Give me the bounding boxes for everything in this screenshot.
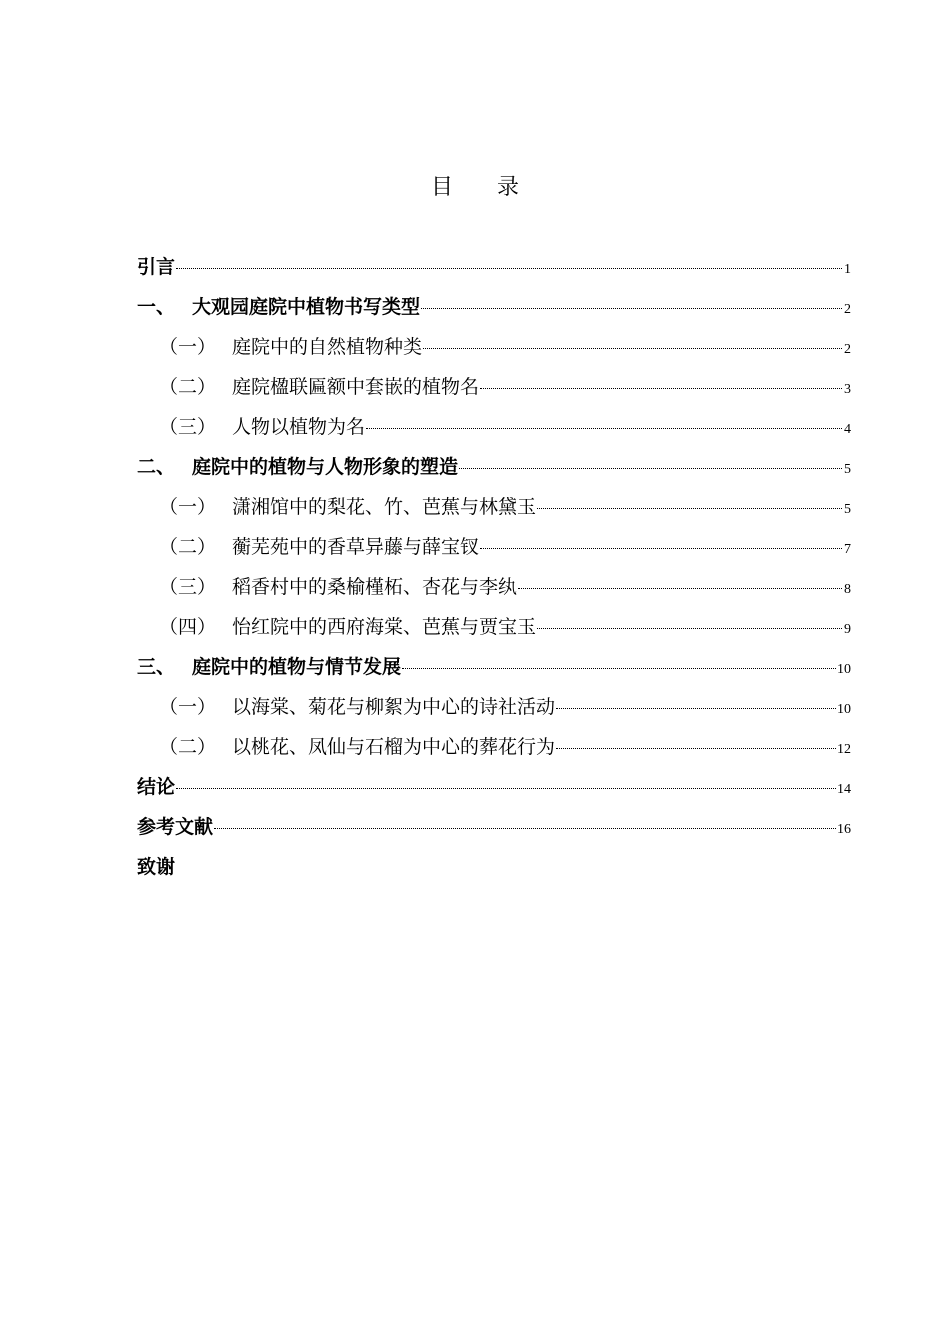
toc-dot-leader: [402, 668, 836, 669]
toc-entry-text: 致谢: [137, 856, 176, 878]
toc-entry-label: [137, 810, 213, 844]
toc-entry-page-number: 10: [837, 702, 851, 717]
toc-entry[interactable]: [137, 250, 851, 290]
toc-entry-text: 怡红院中的西府海棠、芭蕉与贾宝玉: [232, 616, 537, 638]
toc-entry-page-number: 3: [844, 382, 851, 397]
toc-entry-text: 庭院中的自然植物种类: [232, 336, 423, 358]
toc-entry-number: 一、: [137, 296, 176, 318]
toc-dot-leader: [480, 548, 842, 549]
toc-entry-label: [159, 330, 422, 364]
toc-entry-label: [159, 530, 479, 564]
toc-entry-label: [159, 610, 536, 644]
toc-entry-label: [159, 730, 555, 764]
toc-dot-leader: [214, 828, 836, 829]
toc-entry-text: 蘅芜苑中的香草异藤与薛宝钗: [232, 536, 480, 558]
toc-entry[interactable]: [137, 850, 851, 890]
toc-entry-text: 稻香村中的桑榆槿柘、杏花与李纨: [232, 576, 518, 598]
toc-entry-label: [137, 250, 175, 284]
toc-title: [0, 170, 950, 201]
toc-entry-page-number: 12: [837, 742, 851, 757]
toc-dot-leader: [176, 268, 842, 269]
toc-entry-label: [159, 490, 536, 524]
toc-entry-number: （三）: [159, 416, 217, 438]
toc-entry[interactable]: [137, 770, 851, 810]
toc-entry-text: 潇湘馆中的梨花、竹、芭蕉与林黛玉: [232, 496, 537, 518]
toc-entry-text: 结论: [137, 776, 176, 798]
toc-entry-page-number: 2: [844, 342, 851, 357]
toc-dot-leader: [459, 468, 842, 469]
toc-entry-label: [159, 370, 479, 404]
toc-dot-leader: [556, 748, 836, 749]
toc-entry-page-number: 4: [844, 422, 851, 437]
toc-entry-text: 以桃花、凤仙与石榴为中心的葬花行为: [232, 736, 556, 758]
toc-entry-label: [159, 690, 555, 724]
table-of-contents: [137, 250, 851, 890]
toc-entry-text: 大观园庭院中植物书写类型: [192, 296, 421, 318]
toc-entry-page-number: 10: [837, 662, 851, 677]
toc-entry[interactable]: [137, 690, 851, 730]
toc-entry-page-number: 7: [844, 542, 851, 557]
toc-dot-leader: [537, 508, 842, 509]
toc-title-right: 录: [497, 175, 520, 200]
toc-dot-leader: [423, 348, 842, 349]
toc-dot-leader: [176, 788, 836, 789]
toc-entry[interactable]: [137, 810, 851, 850]
toc-entry-page-number: 8: [844, 582, 851, 597]
toc-entry-number: （一）: [159, 336, 217, 358]
toc-title-left: 目: [430, 175, 453, 200]
toc-entry[interactable]: [137, 570, 851, 610]
toc-entry-number: （一）: [159, 696, 217, 718]
toc-dot-leader: [480, 388, 842, 389]
toc-entry-label: [159, 570, 517, 604]
toc-entry-page-number: 5: [844, 462, 851, 477]
toc-entry-number: （四）: [159, 616, 217, 638]
toc-entry[interactable]: [137, 410, 851, 450]
toc-entry-text: 庭院楹联匾额中套嵌的植物名: [232, 376, 480, 398]
toc-entry-number: （二）: [159, 376, 217, 398]
toc-entry-label: [137, 650, 401, 684]
toc-dot-leader: [537, 628, 842, 629]
toc-entry-page-number: 5: [844, 502, 851, 517]
toc-dot-leader: [518, 588, 842, 589]
toc-entry-text: 引言: [137, 256, 176, 278]
toc-entry-page-number: 16: [837, 822, 851, 837]
toc-entry[interactable]: [137, 290, 851, 330]
toc-entry-text: 人物以植物为名: [232, 416, 366, 438]
toc-entry-label: [137, 450, 458, 484]
toc-entry-text: 参考文献: [137, 816, 214, 838]
toc-entry[interactable]: [137, 370, 851, 410]
toc-entry-page-number: 14: [837, 782, 851, 797]
toc-entry-label: [137, 290, 420, 324]
toc-entry[interactable]: [137, 450, 851, 490]
toc-dot-leader: [421, 308, 842, 309]
toc-entry[interactable]: [137, 610, 851, 650]
toc-entry-number: （二）: [159, 736, 217, 758]
toc-entry-page-number: 2: [844, 302, 851, 317]
toc-dot-leader: [366, 428, 842, 429]
toc-entry[interactable]: [137, 530, 851, 570]
toc-entry[interactable]: [137, 730, 851, 770]
toc-entry-text: 庭院中的植物与人物形象的塑造: [192, 456, 459, 478]
toc-entry-page-number: 9: [844, 622, 851, 637]
toc-entry-number: （二）: [159, 536, 217, 558]
toc-entry-text: 庭院中的植物与情节发展: [192, 656, 402, 678]
toc-entry-label: [137, 770, 175, 804]
toc-entry-label: [137, 850, 175, 884]
toc-entry[interactable]: [137, 330, 851, 370]
toc-entry[interactable]: [137, 650, 851, 690]
toc-entry-number: （三）: [159, 576, 217, 598]
toc-entry-text: 以海棠、菊花与柳絮为中心的诗社活动: [232, 696, 556, 718]
toc-entry-number: 二、: [137, 456, 176, 478]
toc-entry-page-number: 1: [844, 262, 851, 277]
toc-dot-leader: [556, 708, 836, 709]
toc-entry-number: 三、: [137, 656, 176, 678]
toc-entry-number: （一）: [159, 496, 217, 518]
toc-entry-label: [159, 410, 365, 444]
toc-entry[interactable]: [137, 490, 851, 530]
